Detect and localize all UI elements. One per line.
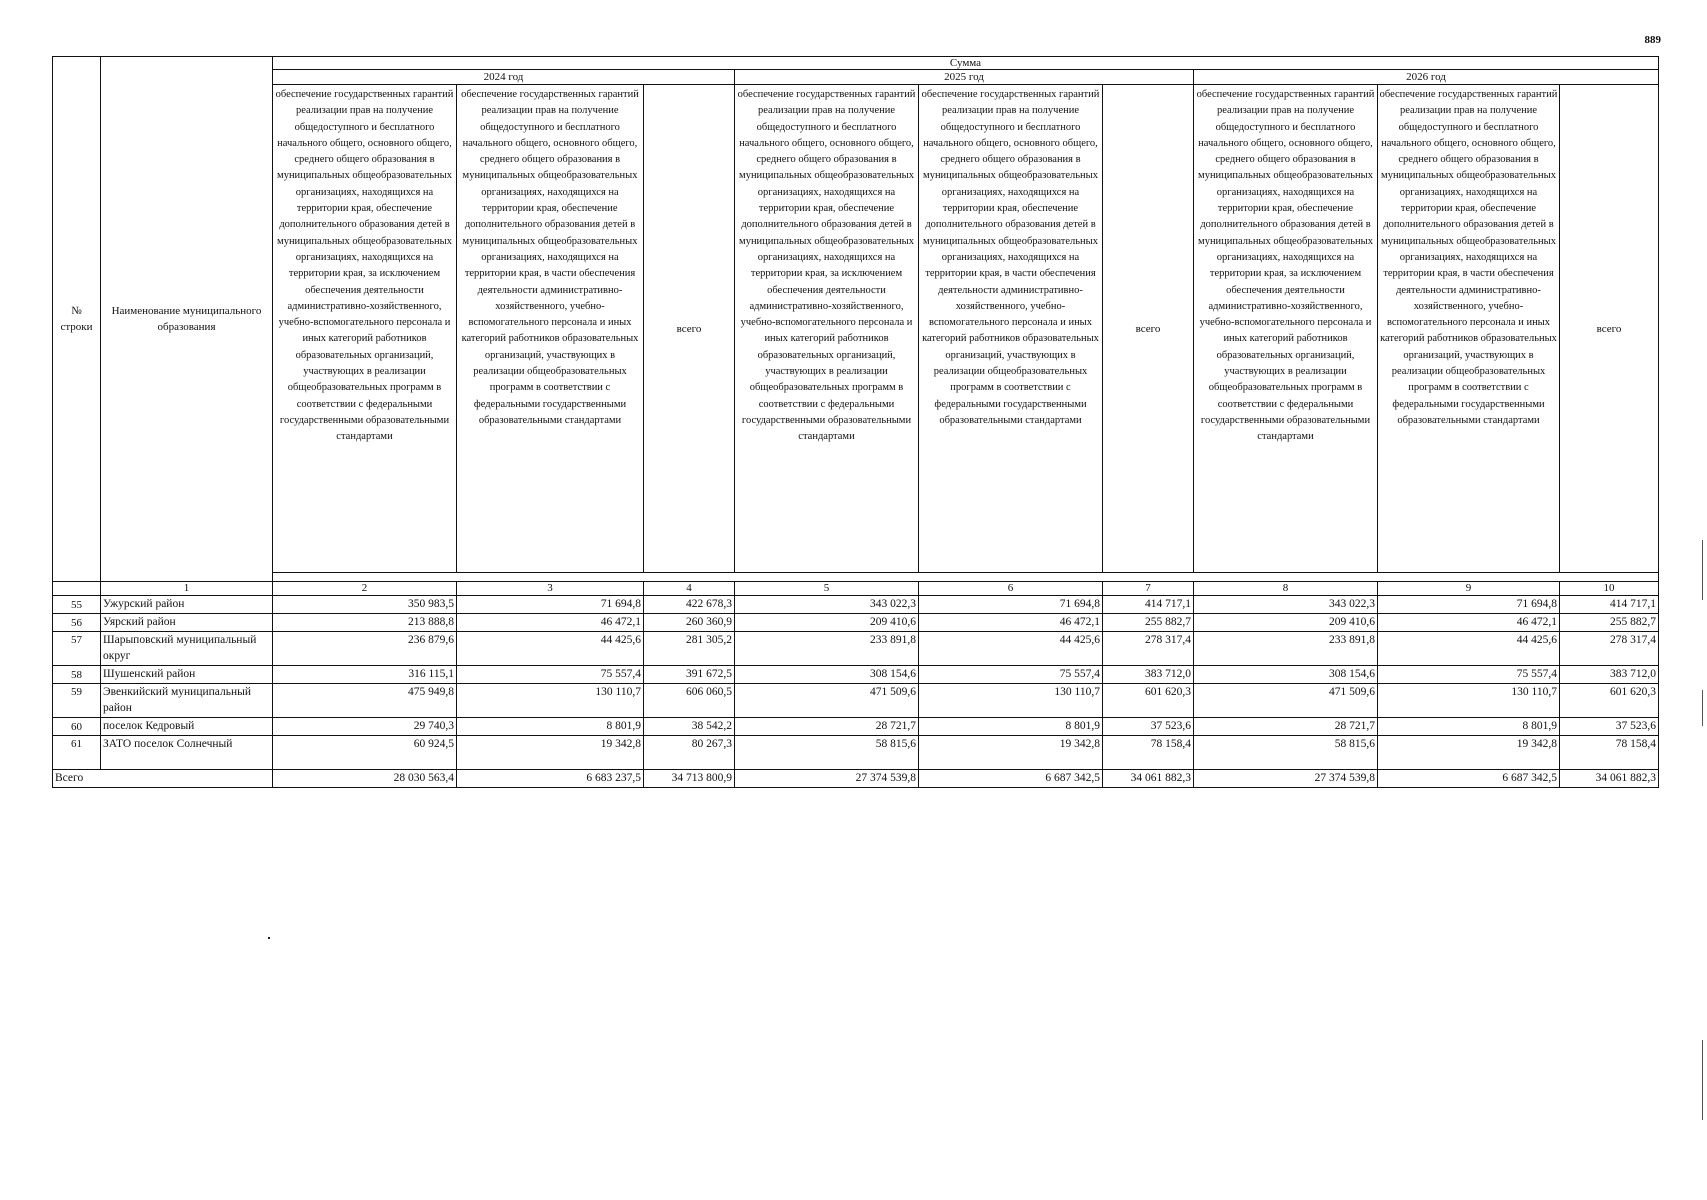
total-value: 6 687 342,5 — [1378, 770, 1560, 788]
cell-value: 255 882,7 — [1103, 614, 1194, 632]
cell-value: 130 110,7 — [457, 684, 644, 718]
total-value: 6 683 237,5 — [457, 770, 644, 788]
table-row — [53, 666, 1659, 684]
cell-value: 414 717,1 — [1103, 596, 1194, 614]
cell-value: 278 317,4 — [1103, 632, 1194, 666]
cell-value: 44 425,6 — [457, 632, 644, 666]
col-index — [53, 582, 101, 596]
header-total-2025: всего — [1103, 85, 1194, 573]
cell-value: 71 694,8 — [919, 596, 1103, 614]
header-desc-2024-b: обеспечение государственных гарантий реализации прав на получение общедоступного и бесплатного начального общего, основного общего, среднего общего образования в муниципальных общеобразовательных организациях, находящихся на территории края, обеспечение дополнительного образования детей в муниципальных общеобразовательных организациях, находящихся на территории края, в части обеспечения деятельности административно-хозяйственного, учебно-вспомогательного персонала и иных категорий работников образовательных организаций, участвующих в реализации общеобразовательных программ в соответствии с федеральными государственными образовательными стандартами — [457, 85, 644, 573]
header-total-2026: всего — [1560, 85, 1659, 573]
total-value: 6 687 342,5 — [919, 770, 1103, 788]
municipality-name: ЗАТО поселок Солнечный — [101, 736, 273, 770]
col-index: 7 — [1103, 582, 1194, 596]
total-value: 27 374 539,8 — [735, 770, 919, 788]
col-index: 10 — [1560, 582, 1659, 596]
cell-value: 233 891,8 — [1194, 632, 1378, 666]
header-year-2026: 2026 год — [1194, 70, 1659, 85]
header-desc-2026-a: обеспечение государственных гарантий реализации прав на получение общедоступного и бесплатного начального общего, основного общего, среднего общего образования в муниципальных общеобразовательных организациях, находящихся на территории края, обеспечение дополнительного образования детей в муниципальных общеобразовательных организациях, находящихся на территории края, за исключением обеспечения деятельности административно-хозяйственного, учебно-вспомогательного персонала и иных категорий работников образовательных организаций, участвующих в реализации общеобразовательных программ в соответствии с федеральными государственными образовательными стандартами — [1194, 85, 1378, 573]
cell-value: 422 678,3 — [644, 596, 735, 614]
cell-value: 308 154,6 — [735, 666, 919, 684]
cell-value: 601 620,3 — [1560, 684, 1659, 718]
cell-value: 46 472,1 — [457, 614, 644, 632]
cell-value: 471 509,6 — [1194, 684, 1378, 718]
cell-value: 606 060,5 — [644, 684, 735, 718]
municipality-name: Эвенкийский муниципальный район — [101, 684, 273, 718]
cell-value: 391 672,5 — [644, 666, 735, 684]
cell-value: 37 523,6 — [1560, 718, 1659, 736]
col-index: 2 — [273, 582, 457, 596]
cell-value: 255 882,7 — [1560, 614, 1659, 632]
header-row-years — [53, 70, 1659, 85]
cell-value: 130 110,7 — [1378, 684, 1560, 718]
cell-value: 75 557,4 — [919, 666, 1103, 684]
header-row-sum — [53, 57, 1659, 70]
cell-value: 44 425,6 — [919, 632, 1103, 666]
cell-value: 71 694,8 — [1378, 596, 1560, 614]
col-index: 5 — [735, 582, 919, 596]
col-index: 6 — [919, 582, 1103, 596]
cell-value: 414 717,1 — [1560, 596, 1659, 614]
total-value: 28 030 563,4 — [273, 770, 457, 788]
cell-value: 71 694,8 — [457, 596, 644, 614]
budget-table — [52, 56, 1659, 788]
total-label: Всего — [53, 770, 273, 788]
cell-value: 8 801,9 — [919, 718, 1103, 736]
header-sum: Сумма — [273, 57, 1659, 70]
cell-value: 37 523,6 — [1103, 718, 1194, 736]
cell-value: 28 721,7 — [735, 718, 919, 736]
cell-value: 308 154,6 — [1194, 666, 1378, 684]
cell-value: 75 557,4 — [457, 666, 644, 684]
header-row-no: № строки — [53, 57, 101, 582]
row-number: 56 — [53, 614, 101, 632]
header-name: Наименование муниципального образования — [101, 57, 273, 582]
table-row — [53, 684, 1659, 718]
cell-value: 236 879,6 — [273, 632, 457, 666]
scan-edge-mark — [1702, 1040, 1703, 1120]
cell-value: 383 712,0 — [1103, 666, 1194, 684]
cell-value: 350 983,5 — [273, 596, 457, 614]
total-row — [53, 770, 1659, 788]
header-desc-2025-a: обеспечение государственных гарантий реализации прав на получение общедоступного и бесплатного начального общего, основного общего, среднего общего образования в муниципальных общеобразовательных организациях, находящихся на территории края, обеспечение дополнительного образования детей в муниципальных общеобразовательных организациях, находящихся на территории края, за исключением обеспечения деятельности административно-хозяйственного, учебно-вспомогательного персонала и иных категорий работников образовательных организаций, участвующих в реализации общеобразовательных программ в соответствии с федеральными государственными образовательными стандартами — [735, 85, 919, 573]
cell-value: 80 267,3 — [644, 736, 735, 770]
cell-value: 44 425,6 — [1378, 632, 1560, 666]
total-value: 34 713 800,9 — [644, 770, 735, 788]
header-row-desc — [53, 85, 1659, 573]
cell-value: 281 305,2 — [644, 632, 735, 666]
row-number: 58 — [53, 666, 101, 684]
col-index: 4 — [644, 582, 735, 596]
cell-value: 8 801,9 — [1378, 718, 1560, 736]
table-row — [53, 596, 1659, 614]
cell-value: 60 924,5 — [273, 736, 457, 770]
total-value: 27 374 539,8 — [1194, 770, 1378, 788]
scan-edge-mark — [1702, 690, 1703, 726]
cell-value: 58 815,6 — [735, 736, 919, 770]
cell-value: 58 815,6 — [1194, 736, 1378, 770]
cell-value: 343 022,3 — [735, 596, 919, 614]
scan-speck — [268, 937, 270, 939]
row-number: 61 — [53, 736, 101, 770]
cell-value: 19 342,8 — [919, 736, 1103, 770]
cell-value: 78 158,4 — [1103, 736, 1194, 770]
cell-value: 46 472,1 — [919, 614, 1103, 632]
cell-value: 75 557,4 — [1378, 666, 1560, 684]
cell-value: 316 115,1 — [273, 666, 457, 684]
municipality-name: Уярский район — [101, 614, 273, 632]
col-index: 3 — [457, 582, 644, 596]
cell-value: 213 888,8 — [273, 614, 457, 632]
cell-value: 343 022,3 — [1194, 596, 1378, 614]
cell-value: 78 158,4 — [1560, 736, 1659, 770]
municipality-name: Шарыповский муниципальный округ — [101, 632, 273, 666]
col-index: 8 — [1194, 582, 1378, 596]
row-number: 59 — [53, 684, 101, 718]
header-total-2024: всего — [644, 85, 735, 573]
total-value: 34 061 882,3 — [1103, 770, 1194, 788]
municipality-name: поселок Кедровый — [101, 718, 273, 736]
cell-value: 29 740,3 — [273, 718, 457, 736]
row-number: 57 — [53, 632, 101, 666]
cell-value: 19 342,8 — [457, 736, 644, 770]
total-value: 34 061 882,3 — [1560, 770, 1659, 788]
row-number: 55 — [53, 596, 101, 614]
municipality-name: Ужурский район — [101, 596, 273, 614]
cell-value: 38 542,2 — [644, 718, 735, 736]
cell-value: 209 410,6 — [1194, 614, 1378, 632]
scan-edge-mark — [1702, 540, 1703, 600]
cell-value: 601 620,3 — [1103, 684, 1194, 718]
cell-value: 19 342,8 — [1378, 736, 1560, 770]
municipality-name: Шушенский район — [101, 666, 273, 684]
table-row — [53, 614, 1659, 632]
header-year-2025: 2025 год — [735, 70, 1194, 85]
header-desc-2025-b: обеспечение государственных гарантий реализации прав на получение общедоступного и бесплатного начального общего, основного общего, среднего общего образования в муниципальных общеобразовательных организациях, находящихся на территории края, обеспечение дополнительного образования детей в муниципальных общеобразовательных организациях, находящихся на территории края, в части обеспечения деятельности административно-хозяйственного, учебно-вспомогательного персонала и иных категорий работников образовательных организаций, участвующих в реализации общеобразовательных программ в соответствии с федеральными государственными образовательными стандартами — [919, 85, 1103, 573]
cell-value: 260 360,9 — [644, 614, 735, 632]
cell-value: 233 891,8 — [735, 632, 919, 666]
cell-value: 8 801,9 — [457, 718, 644, 736]
row-number: 60 — [53, 718, 101, 736]
cell-value: 209 410,6 — [735, 614, 919, 632]
cell-value: 475 949,8 — [273, 684, 457, 718]
cell-value: 383 712,0 — [1560, 666, 1659, 684]
table-row — [53, 736, 1659, 770]
cell-value: 471 509,6 — [735, 684, 919, 718]
header-desc-2024-a: обеспечение государственных гарантий реализации прав на получение общедоступного и бесплатного начального общего, основного общего, среднего общего образования в муниципальных общеобразовательных организациях, находящихся на территории края, обеспечение дополнительного образования детей в муниципальных общеобразовательных организациях, находящихся на территории края, за исключением обеспечения деятельности административно-хозяйственного, учебно-вспомогательного персонала и иных категорий работников образовательных организаций, участвующих в реализации общеобразовательных программ в соответствии с федеральными государственными образовательными стандартами — [273, 85, 457, 573]
col-index: 9 — [1378, 582, 1560, 596]
header-desc-2026-b: обеспечение государственных гарантий реализации прав на получение общедоступного и бесплатного начального общего, основного общего, среднего общего образования в муниципальных общеобразовательных организациях, находящихся на территории края, обеспечение дополнительного образования детей в муниципальных общеобразовательных организациях, находящихся на территории края, в части обеспечения деятельности административно-хозяйственного, учебно-вспомогательного персонала и иных категорий работников образовательных организаций, участвующих в реализации общеобразовательных программ в соответствии с федеральными государственными образовательными стандартами — [1378, 85, 1560, 573]
cell-value: 130 110,7 — [919, 684, 1103, 718]
cell-value: 28 721,7 — [1194, 718, 1378, 736]
col-index: 1 — [101, 582, 273, 596]
table-row — [53, 632, 1659, 666]
cell-value: 278 317,4 — [1560, 632, 1659, 666]
column-index-row — [53, 582, 1659, 596]
header-year-2024: 2024 год — [273, 70, 735, 85]
table-row — [53, 718, 1659, 736]
cell-value: 46 472,1 — [1378, 614, 1560, 632]
page-number: 889 — [1644, 34, 1661, 46]
